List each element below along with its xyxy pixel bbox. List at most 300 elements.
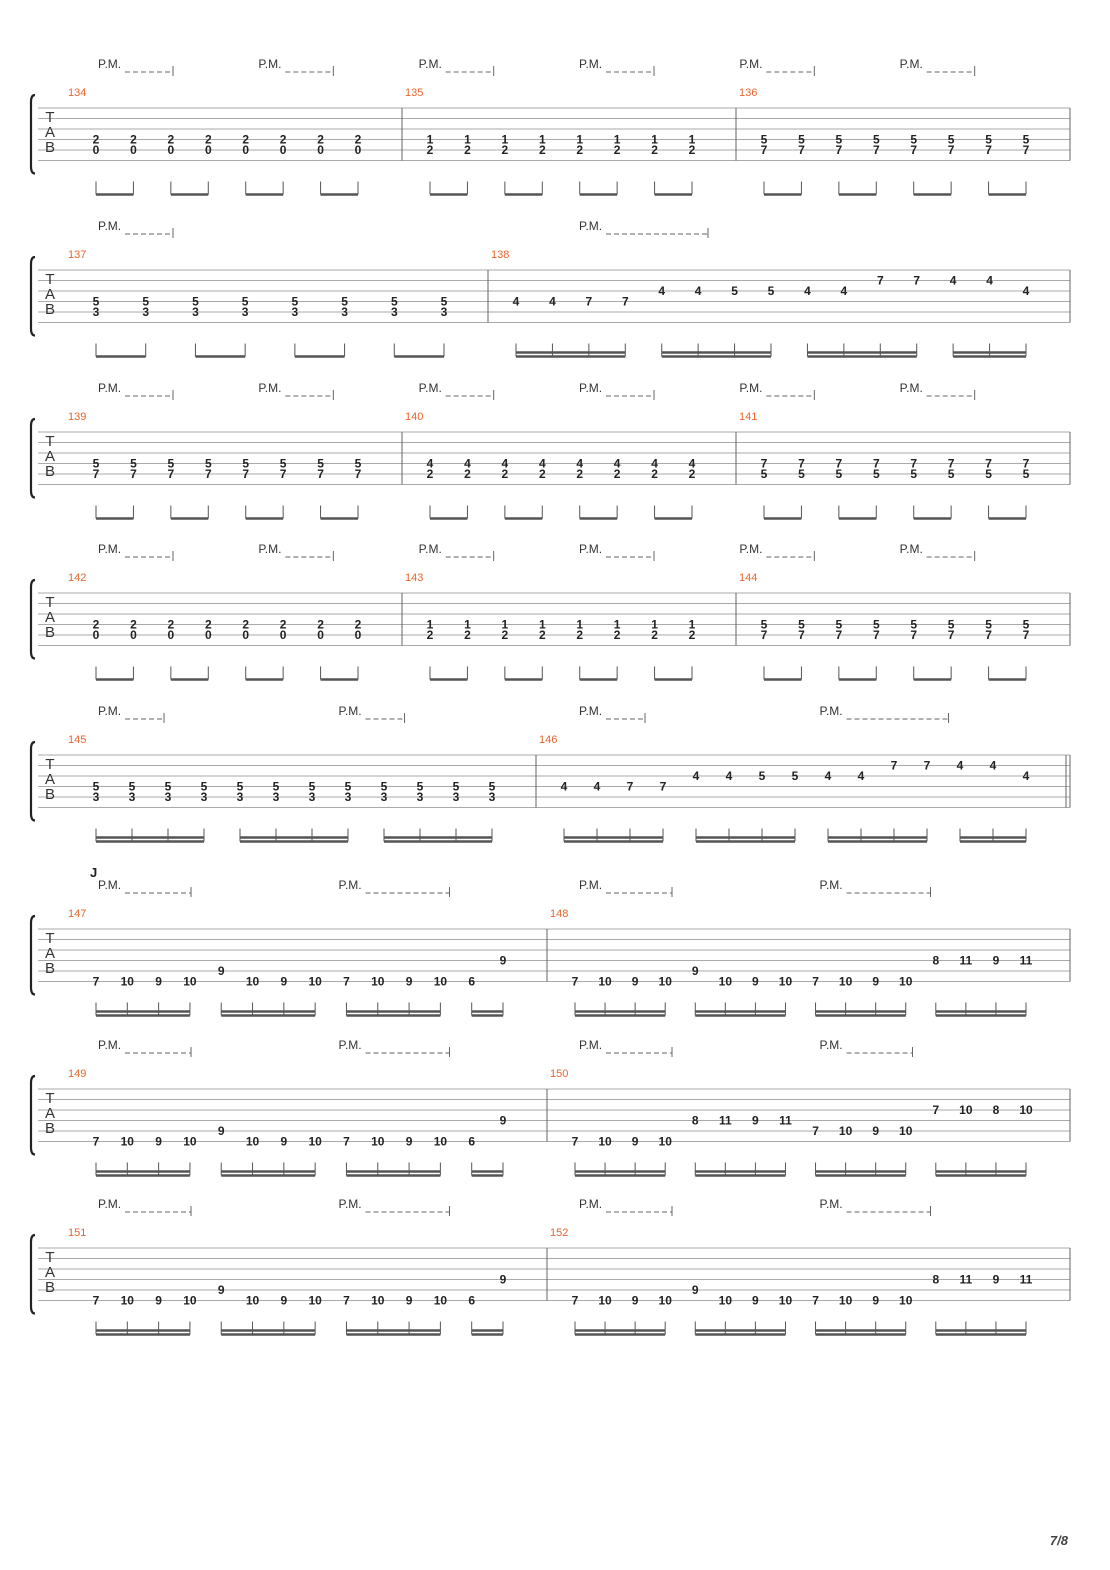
palm-mute-label: P.M. bbox=[98, 704, 122, 718]
page-number: 7/8 bbox=[1049, 1533, 1068, 1548]
fret-number: 0 bbox=[167, 143, 175, 157]
measure-number: 135 bbox=[405, 87, 424, 99]
fret-number: 5 bbox=[985, 467, 992, 481]
fret-number: 7 bbox=[835, 456, 843, 471]
palm-mute-label: P.M. bbox=[579, 704, 603, 718]
tab-clef-letter: B bbox=[44, 1279, 56, 1296]
fret-number: 2 bbox=[242, 617, 250, 632]
fret-number: 9 bbox=[405, 1134, 413, 1149]
palm-mute-label: P.M. bbox=[98, 381, 122, 395]
palm-mute-label: P.M. bbox=[739, 381, 763, 395]
fret-number: 2 bbox=[317, 132, 324, 147]
fret-number: 9 bbox=[155, 974, 162, 989]
fret-number: 2 bbox=[538, 628, 546, 642]
fret-number: 10 bbox=[598, 1293, 612, 1308]
fret-number: 10 bbox=[308, 974, 322, 989]
palm-mute-label: P.M. bbox=[338, 704, 362, 718]
fret-number: 10 bbox=[718, 974, 733, 989]
fret-number: 5 bbox=[380, 779, 388, 794]
fret-number: 7 bbox=[913, 273, 921, 288]
system-bracket bbox=[31, 742, 35, 821]
fret-number: 10 bbox=[598, 974, 612, 989]
fret-number: 9 bbox=[631, 974, 639, 989]
fret-number: 2 bbox=[613, 143, 621, 157]
fret-number: 5 bbox=[872, 467, 880, 481]
fret-number: 2 bbox=[242, 132, 250, 147]
palm-mute-label: P.M. bbox=[899, 381, 923, 395]
fret-number: 9 bbox=[499, 1113, 507, 1128]
fret-number: 3 bbox=[164, 790, 172, 804]
tab-clef-letter: A bbox=[44, 448, 56, 465]
fret-number: 2 bbox=[464, 143, 471, 157]
fret-number: 5 bbox=[440, 294, 448, 309]
system-bracket bbox=[31, 1235, 35, 1314]
fret-number: 1 bbox=[576, 132, 584, 147]
fret-number: 5 bbox=[390, 294, 398, 309]
fret-number: 5 bbox=[341, 294, 348, 309]
fret-number: 4 bbox=[857, 769, 865, 783]
palm-mute-label: P.M. bbox=[739, 542, 763, 556]
fret-number: 10 bbox=[433, 1134, 448, 1149]
fret-number: 7 bbox=[1022, 456, 1030, 471]
fret-number: 10 bbox=[183, 1293, 197, 1308]
fret-number: 7 bbox=[659, 779, 667, 794]
tab-clef-letter: A bbox=[44, 286, 56, 303]
fret-number: 2 bbox=[651, 467, 658, 481]
fret-number: 5 bbox=[242, 456, 250, 471]
fret-number: 7 bbox=[343, 1293, 350, 1308]
fret-number: 5 bbox=[760, 132, 768, 147]
fret-number: 10 bbox=[838, 1124, 853, 1138]
fret-number: 5 bbox=[236, 779, 244, 794]
fret-number: 7 bbox=[872, 456, 880, 471]
palm-mute-label: P.M. bbox=[579, 542, 603, 556]
fret-number: 7 bbox=[872, 628, 880, 642]
fret-number: 5 bbox=[272, 779, 280, 794]
fret-number: 2 bbox=[538, 467, 546, 481]
fret-number: 10 bbox=[120, 1293, 134, 1308]
fret-number: 5 bbox=[985, 617, 992, 632]
fret-number: 7 bbox=[798, 456, 805, 471]
fret-number: 5 bbox=[758, 769, 766, 783]
fret-number: 7 bbox=[985, 628, 992, 642]
measure-number: 150 bbox=[550, 1068, 569, 1080]
palm-mute-label: P.M. bbox=[579, 57, 603, 71]
fret-number: 10 bbox=[658, 974, 672, 989]
fret-number: 5 bbox=[731, 284, 738, 298]
fret-number: 4 bbox=[949, 273, 957, 288]
fret-number: 9 bbox=[280, 1134, 288, 1149]
fret-number: 11 bbox=[1019, 953, 1033, 968]
fret-number: 9 bbox=[691, 1283, 699, 1297]
tab-clef-letter: T bbox=[45, 930, 55, 947]
fret-number: 7 bbox=[92, 1134, 100, 1149]
fret-number: 2 bbox=[576, 628, 584, 642]
fret-number: 1 bbox=[464, 617, 471, 632]
tab-clef-letter: A bbox=[44, 609, 56, 626]
measure-number: 134 bbox=[68, 87, 87, 99]
fret-number: 11 bbox=[779, 1113, 792, 1128]
fret-number: 11 bbox=[1019, 1272, 1033, 1287]
fret-number: 7 bbox=[354, 467, 362, 481]
fret-number: 1 bbox=[426, 132, 434, 147]
fret-number: 3 bbox=[200, 790, 208, 804]
fret-number: 10 bbox=[718, 1293, 733, 1308]
fret-number: 2 bbox=[426, 628, 434, 642]
fret-number: 10 bbox=[120, 974, 134, 989]
fret-number: 1 bbox=[501, 132, 509, 147]
measure-number: 136 bbox=[739, 87, 758, 99]
fret-number: 2 bbox=[688, 467, 696, 481]
fret-number: 4 bbox=[426, 456, 434, 471]
fret-number: 5 bbox=[947, 132, 955, 147]
fret-number: 7 bbox=[923, 758, 931, 773]
fret-number: 5 bbox=[835, 132, 843, 147]
fret-number: 3 bbox=[92, 790, 100, 804]
fret-number: 0 bbox=[317, 628, 324, 642]
fret-number: 7 bbox=[279, 467, 287, 481]
fret-number: 0 bbox=[279, 143, 287, 157]
fret-number: 9 bbox=[752, 1113, 759, 1128]
measure-number: 147 bbox=[68, 908, 87, 920]
palm-mute-label: P.M. bbox=[899, 542, 923, 556]
palm-mute-label: P.M. bbox=[819, 878, 843, 892]
fret-number: 10 bbox=[658, 1134, 672, 1149]
fret-number: 5 bbox=[1022, 132, 1030, 147]
palm-mute-label: P.M. bbox=[579, 219, 603, 233]
fret-number: 0 bbox=[242, 143, 250, 157]
measure-number: 139 bbox=[68, 411, 87, 423]
measure-number: 145 bbox=[68, 734, 87, 746]
system-bracket bbox=[31, 257, 35, 336]
tab-clef-letter: B bbox=[44, 786, 56, 803]
fret-number: 2 bbox=[354, 132, 362, 147]
fret-number: 7 bbox=[1022, 628, 1030, 642]
fret-number: 7 bbox=[910, 628, 918, 642]
fret-number: 1 bbox=[426, 617, 434, 632]
fret-number: 7 bbox=[947, 456, 955, 471]
tab-clef-letter: T bbox=[45, 1249, 55, 1266]
fret-number: 2 bbox=[576, 467, 584, 481]
palm-mute-label: P.M. bbox=[899, 57, 923, 71]
fret-number: 4 bbox=[576, 456, 584, 471]
palm-mute-label: P.M. bbox=[579, 381, 603, 395]
fret-number: 8 bbox=[691, 1113, 699, 1128]
fret-number: 10 bbox=[959, 1103, 973, 1117]
fret-number: 4 bbox=[538, 456, 546, 471]
fret-number: 5 bbox=[798, 617, 805, 632]
fret-number: 8 bbox=[932, 953, 940, 968]
fret-number: 1 bbox=[613, 617, 621, 632]
fret-number: 1 bbox=[651, 617, 658, 632]
fret-number: 3 bbox=[142, 305, 150, 319]
fret-number: 5 bbox=[204, 456, 212, 471]
fret-number: 9 bbox=[872, 974, 880, 989]
fret-number: 5 bbox=[910, 467, 918, 481]
fret-number: 0 bbox=[354, 628, 362, 642]
palm-mute-label: P.M. bbox=[338, 878, 362, 892]
fret-number: 7 bbox=[343, 974, 350, 989]
fret-number: 5 bbox=[92, 456, 100, 471]
fret-number: 7 bbox=[947, 143, 955, 157]
tab-clef-letter: B bbox=[44, 1120, 56, 1137]
palm-mute-label: P.M. bbox=[258, 381, 282, 395]
fret-number: 5 bbox=[835, 617, 843, 632]
fret-number: 8 bbox=[992, 1103, 1000, 1117]
fret-number: 10 bbox=[245, 1293, 260, 1308]
fret-number: 4 bbox=[501, 456, 509, 471]
measure-number: 140 bbox=[405, 411, 424, 423]
fret-number: 3 bbox=[341, 305, 348, 319]
fret-number: 3 bbox=[92, 305, 100, 319]
fret-number: 2 bbox=[204, 132, 212, 147]
fret-number: 2 bbox=[167, 617, 175, 632]
palm-mute-label: P.M. bbox=[338, 1197, 362, 1211]
fret-number: 5 bbox=[798, 467, 805, 481]
fret-number: 1 bbox=[576, 617, 584, 632]
fret-number: 9 bbox=[872, 1124, 880, 1138]
fret-number: 7 bbox=[130, 467, 137, 481]
fret-number: 10 bbox=[838, 1293, 853, 1308]
fret-number: 11 bbox=[959, 1272, 973, 1287]
fret-number: 7 bbox=[571, 1293, 579, 1308]
fret-number: 7 bbox=[798, 628, 805, 642]
system-bracket bbox=[31, 916, 35, 995]
fret-number: 9 bbox=[280, 1293, 288, 1308]
fret-number: 7 bbox=[626, 779, 634, 794]
fret-number: 10 bbox=[899, 974, 913, 989]
fret-number: 5 bbox=[142, 294, 150, 309]
measure-number: 137 bbox=[68, 249, 87, 261]
palm-mute-label: P.M. bbox=[579, 878, 603, 892]
palm-mute-label: P.M. bbox=[338, 1038, 362, 1052]
fret-number: 3 bbox=[440, 305, 448, 319]
fret-number: 4 bbox=[986, 273, 993, 288]
fret-number: 2 bbox=[167, 132, 175, 147]
fret-number: 5 bbox=[1022, 617, 1030, 632]
fret-number: 7 bbox=[760, 628, 768, 642]
fret-number: 3 bbox=[291, 305, 299, 319]
fret-number: 10 bbox=[183, 974, 197, 989]
fret-number: 5 bbox=[92, 294, 100, 309]
fret-number: 10 bbox=[245, 974, 260, 989]
tab-clef-letter: T bbox=[45, 433, 55, 450]
fret-number: 9 bbox=[217, 964, 225, 978]
fret-number: 4 bbox=[658, 284, 666, 298]
tab-clef-letter: A bbox=[44, 1105, 56, 1122]
palm-mute-label: P.M. bbox=[98, 1038, 122, 1052]
fret-number: 3 bbox=[192, 305, 199, 319]
fret-number: 2 bbox=[426, 467, 434, 481]
fret-number: 3 bbox=[308, 790, 316, 804]
measure-number: 148 bbox=[550, 908, 569, 920]
palm-mute-label: P.M. bbox=[739, 57, 763, 71]
fret-number: 0 bbox=[204, 628, 212, 642]
fret-number: 5 bbox=[128, 779, 136, 794]
system-bracket bbox=[31, 95, 35, 174]
fret-number: 8 bbox=[932, 1272, 940, 1287]
fret-number: 5 bbox=[910, 617, 918, 632]
fret-number: 2 bbox=[204, 617, 212, 632]
tab-clef-letter: B bbox=[44, 463, 56, 480]
fret-number: 7 bbox=[760, 456, 768, 471]
fret-number: 4 bbox=[804, 284, 811, 298]
fret-number: 9 bbox=[499, 1272, 507, 1287]
fret-number: 4 bbox=[956, 758, 964, 773]
fret-number: 7 bbox=[910, 143, 918, 157]
fret-number: 7 bbox=[571, 1134, 579, 1149]
fret-number: 9 bbox=[992, 1272, 1000, 1287]
fret-number: 2 bbox=[92, 132, 100, 147]
fret-number: 3 bbox=[344, 790, 352, 804]
fret-number: 10 bbox=[245, 1134, 260, 1149]
fret-number: 4 bbox=[1022, 284, 1030, 298]
fret-number: 5 bbox=[947, 467, 955, 481]
fret-number: 10 bbox=[308, 1293, 322, 1308]
fret-number: 5 bbox=[167, 456, 175, 471]
palm-mute-label: P.M. bbox=[579, 1038, 603, 1052]
fret-number: 7 bbox=[812, 1124, 819, 1138]
palm-mute-label: P.M. bbox=[258, 57, 282, 71]
measure-number: 141 bbox=[739, 411, 758, 423]
fret-number: 2 bbox=[354, 617, 362, 632]
fret-number: 7 bbox=[876, 273, 884, 288]
palm-mute-label: P.M. bbox=[98, 878, 122, 892]
fret-number: 7 bbox=[985, 143, 992, 157]
fret-number: 5 bbox=[452, 779, 460, 794]
fret-number: 0 bbox=[92, 628, 100, 642]
fret-number: 4 bbox=[651, 456, 658, 471]
fret-number: 2 bbox=[688, 143, 696, 157]
fret-number: 5 bbox=[241, 294, 249, 309]
fret-number: 9 bbox=[872, 1293, 880, 1308]
fret-number: 2 bbox=[317, 617, 324, 632]
fret-number: 7 bbox=[571, 974, 579, 989]
fret-number: 2 bbox=[92, 617, 100, 632]
fret-number: 5 bbox=[279, 456, 287, 471]
fret-number: 4 bbox=[512, 294, 520, 309]
fret-number: 7 bbox=[910, 456, 918, 471]
fret-number: 10 bbox=[433, 974, 448, 989]
fret-number: 7 bbox=[890, 758, 898, 773]
palm-mute-label: P.M. bbox=[98, 57, 122, 71]
system-bracket bbox=[31, 580, 35, 659]
measure-number: 143 bbox=[405, 572, 424, 584]
fret-number: 4 bbox=[560, 779, 568, 794]
fret-number: 3 bbox=[236, 790, 244, 804]
rehearsal-mark: J bbox=[90, 865, 98, 880]
fret-number: 4 bbox=[840, 284, 848, 298]
fret-number: 5 bbox=[791, 769, 799, 783]
fret-number: 5 bbox=[760, 467, 768, 481]
fret-number: 7 bbox=[1022, 143, 1030, 157]
fret-number: 3 bbox=[452, 790, 460, 804]
fret-number: 9 bbox=[631, 1134, 639, 1149]
fret-number: 5 bbox=[872, 617, 880, 632]
fret-number: 4 bbox=[688, 456, 696, 471]
fret-number: 7 bbox=[343, 1134, 350, 1149]
fret-number: 1 bbox=[651, 132, 658, 147]
fret-number: 7 bbox=[621, 294, 629, 309]
fret-number: 4 bbox=[694, 284, 702, 298]
tab-clef-letter: T bbox=[45, 271, 55, 288]
fret-number: 9 bbox=[217, 1283, 225, 1297]
fret-number: 9 bbox=[752, 1293, 759, 1308]
palm-mute-label: P.M. bbox=[418, 57, 442, 71]
fret-number: 2 bbox=[464, 628, 471, 642]
fret-number: 4 bbox=[1022, 769, 1030, 783]
fret-number: 4 bbox=[549, 294, 556, 309]
fret-number: 1 bbox=[613, 132, 621, 147]
fret-number: 6 bbox=[468, 974, 476, 989]
fret-number: 2 bbox=[688, 628, 696, 642]
fret-number: 9 bbox=[499, 953, 507, 968]
fret-number: 2 bbox=[279, 617, 287, 632]
fret-number: 2 bbox=[576, 143, 584, 157]
fret-number: 7 bbox=[92, 467, 100, 481]
fret-number: 9 bbox=[217, 1124, 225, 1138]
fret-number: 9 bbox=[405, 974, 413, 989]
fret-number: 5 bbox=[767, 284, 775, 298]
fret-number: 10 bbox=[371, 1293, 385, 1308]
fret-number: 9 bbox=[155, 1293, 162, 1308]
fret-number: 2 bbox=[538, 143, 546, 157]
tab-clef-letter: B bbox=[44, 301, 56, 318]
fret-number: 10 bbox=[658, 1293, 672, 1308]
fret-number: 0 bbox=[167, 628, 175, 642]
system-bracket bbox=[31, 419, 35, 498]
fret-number: 5 bbox=[985, 132, 992, 147]
measure-number: 142 bbox=[68, 572, 87, 584]
measure-number: 152 bbox=[550, 1227, 569, 1239]
fret-number: 10 bbox=[308, 1134, 322, 1149]
fret-number: 2 bbox=[279, 132, 287, 147]
fret-number: 2 bbox=[651, 628, 658, 642]
fret-number: 4 bbox=[464, 456, 471, 471]
fret-number: 5 bbox=[291, 294, 299, 309]
fret-number: 7 bbox=[985, 456, 992, 471]
fret-number: 7 bbox=[92, 1293, 100, 1308]
fret-number: 1 bbox=[501, 617, 509, 632]
fret-number: 10 bbox=[778, 1293, 793, 1308]
tab-clef-letter: B bbox=[44, 139, 56, 156]
fret-number: 4 bbox=[989, 758, 997, 773]
fret-number: 1 bbox=[538, 132, 546, 147]
palm-mute-label: P.M. bbox=[819, 1038, 843, 1052]
fret-number: 1 bbox=[688, 132, 696, 147]
fret-number: 0 bbox=[317, 143, 324, 157]
fret-number: 6 bbox=[468, 1134, 476, 1149]
fret-number: 0 bbox=[279, 628, 287, 642]
tab-clef-letter: T bbox=[45, 1090, 55, 1107]
fret-number: 2 bbox=[613, 628, 621, 642]
fret-number: 2 bbox=[501, 467, 509, 481]
fret-number: 5 bbox=[354, 456, 362, 471]
fret-number: 5 bbox=[130, 456, 137, 471]
fret-number: 10 bbox=[433, 1293, 448, 1308]
fret-number: 5 bbox=[192, 294, 199, 309]
fret-number: 10 bbox=[120, 1134, 134, 1149]
measure-number: 144 bbox=[739, 572, 758, 584]
tab-clef-letter: B bbox=[44, 960, 56, 977]
fret-number: 4 bbox=[824, 769, 832, 783]
fret-number: 3 bbox=[380, 790, 388, 804]
fret-number: 9 bbox=[752, 974, 759, 989]
measure-number: 146 bbox=[539, 734, 558, 746]
tab-clef-letter: T bbox=[45, 109, 55, 126]
palm-mute-label: P.M. bbox=[418, 542, 442, 556]
fret-number: 5 bbox=[798, 132, 805, 147]
